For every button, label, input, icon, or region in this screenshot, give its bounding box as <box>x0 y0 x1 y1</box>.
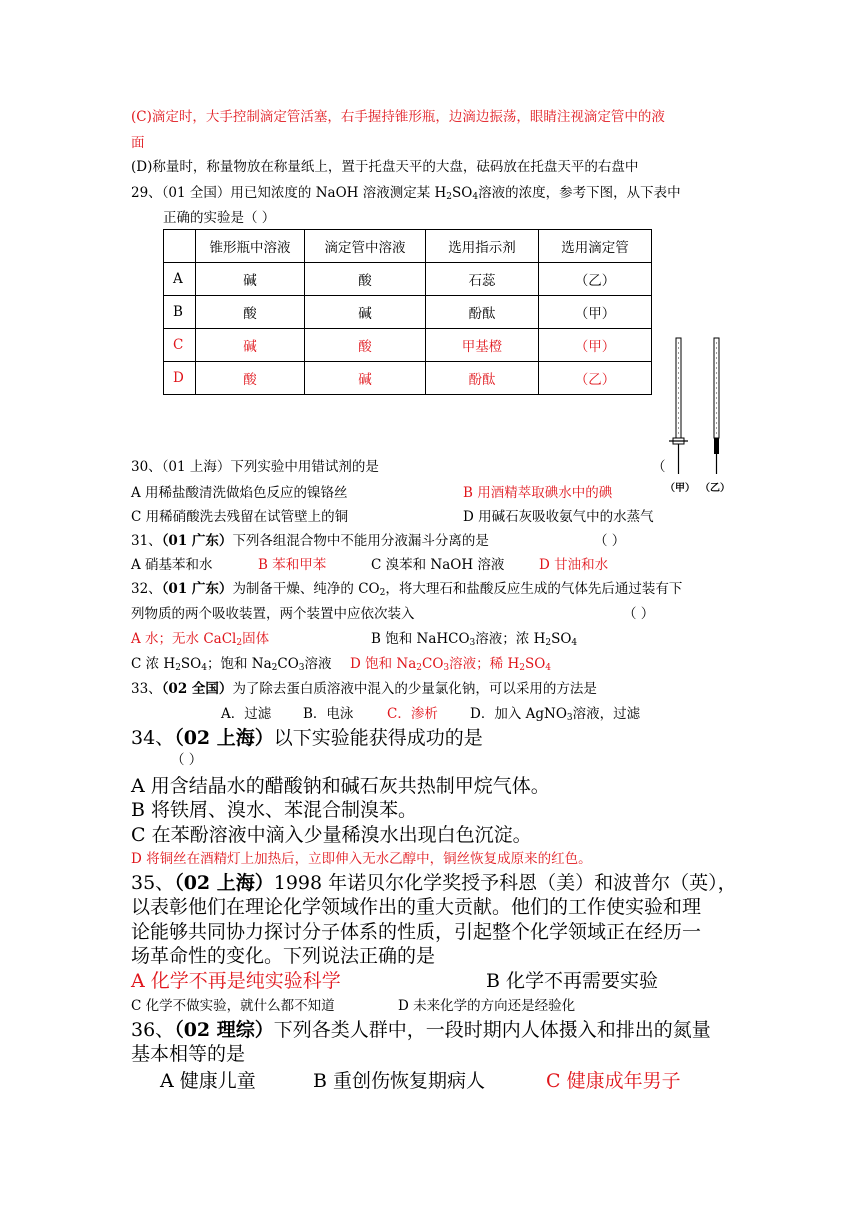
q35-stem-line4: 场革命性的变化。下列说法正确的是 <box>131 945 436 967</box>
q31-source: （01 广东） <box>161 533 233 549</box>
q32-b-text: B 饱和 NaHCO <box>371 631 470 647</box>
q34-number: 34、 <box>131 727 175 749</box>
q32-c-text: C 浓 H <box>131 656 176 672</box>
q36-number: 36、 <box>131 1019 175 1041</box>
q34-option-b: B 将铁屑、溴水、苯混合制溴苯。 <box>131 799 418 821</box>
table-cell: 酸 <box>305 329 426 362</box>
q29-table <box>163 229 652 395</box>
q30-option-d: D 用碱石灰吸收氨气中的水蒸气 <box>463 509 654 525</box>
q33-d-end: 溶液，过滤 <box>572 706 641 722</box>
table-header-cell: 选用滴定管 <box>539 230 652 263</box>
q32-stem-line1 <box>131 580 682 602</box>
table-cell: （甲） <box>539 296 652 329</box>
table-cell: （甲） <box>539 329 652 362</box>
q28-option-c-continued: 面 <box>131 135 145 151</box>
table-cell: 酚酞 <box>426 362 539 395</box>
q32-c-end: 溶液 <box>304 656 332 672</box>
q32-c-text2: SO <box>180 656 202 672</box>
table-cell: （乙） <box>539 362 652 395</box>
q31-number: 31、 <box>131 533 162 549</box>
table-row-answer <box>164 362 652 395</box>
q33-number: 33、 <box>131 681 162 697</box>
q32-sub: 2 <box>545 638 552 648</box>
q32-d-text3: 溶液；稀 H <box>449 656 520 672</box>
q29-stem-answer-bracket: 正确的实验是（ ） <box>163 210 276 226</box>
q32-sub: 4 <box>201 663 207 673</box>
q33-sub: 3 <box>566 713 573 723</box>
q29-stem-so: SO <box>452 185 473 201</box>
q33-option-b: B．电泳 <box>303 706 354 722</box>
q36-option-a: A 健康儿童 <box>160 1070 256 1092</box>
q31-option-b: B 苯和甲苯 <box>258 557 327 573</box>
q32-sub: 4 <box>545 663 552 673</box>
table-cell: （乙） <box>539 263 652 296</box>
q32-d-text4: SO <box>524 656 546 672</box>
q29-stem <box>131 184 681 206</box>
q30-option-a: A 用稀盐酸清洗做焰色反应的镍铬丝 <box>131 485 348 501</box>
q29-number: 29、 <box>131 185 162 201</box>
q28-option-c: (C)滴定时，大手控制滴定管活塞，右手握持锥形瓶，边滴边振荡，眼睛注视滴定管中的液 <box>131 109 665 125</box>
q30-stem-text: 下列实验中用错试剂的是 <box>230 459 379 475</box>
q35-stem-line3: 论能够共同协力探讨分子体系的性质，引起整个化学领域正在经历一 <box>131 921 702 943</box>
q32-sub: 2 <box>379 588 386 598</box>
table-header-cell: 滴定管中溶液 <box>305 230 426 263</box>
q29-stem-text: 用已知浓度的 NaOH 溶液测定某 H <box>230 185 447 201</box>
q31-bracket: （ ） <box>594 533 626 549</box>
q35-number: 35、 <box>131 872 175 894</box>
q32-source: （01 广东） <box>161 581 233 597</box>
q31-stem <box>131 532 489 550</box>
q32-d-text2: CO <box>422 656 444 672</box>
q33-option-d <box>470 705 640 727</box>
q32-c-text3: ；饱和 Na <box>206 656 272 672</box>
q35-option-d: D 未来化学的方向还是经验化 <box>398 998 576 1014</box>
q35-source: （02 上海） <box>174 872 274 894</box>
table-cell: B <box>164 296 196 329</box>
table-cell: 碱 <box>196 329 305 362</box>
q28-option-d: (D)称量时，称量物放在称量纸上，置于托盘天平的大盘，砝码放在托盘天平的右盘中 <box>131 159 639 175</box>
q36-line1-text: 下列各类人群中，一段时期内人体摄入和排出的氮量 <box>273 1019 711 1041</box>
table-cell: A <box>164 263 196 296</box>
table-header-cell <box>164 230 196 263</box>
q31-option-d: D 甘油和水 <box>539 557 609 573</box>
table-cell: D <box>164 362 196 395</box>
q35-option-a: A 化学不再是纯实验科学 <box>131 970 341 992</box>
q32-option-c <box>131 655 332 677</box>
q35-line1-text: 1998 年诺贝尔化学奖授予科恩（美）和波普尔（英）， <box>273 872 737 894</box>
table-cell: 石蕊 <box>426 263 539 296</box>
q32-number: 32、 <box>131 581 162 597</box>
q32-sub: 2 <box>236 638 243 648</box>
table-row <box>164 263 652 296</box>
q32-c-text4: CO <box>277 656 299 672</box>
q34-option-d: D 将铜丝在酒精灯上加热后，立即伸入无水乙醇中，铜丝恢复成原来的红色。 <box>131 851 592 867</box>
q29-sub: 2 <box>446 192 453 202</box>
q32-sub: 2 <box>271 663 278 673</box>
q32-stem-text2: ，将大理石和盐酸反应生成的气体先后通过装有下 <box>385 581 683 597</box>
table-row <box>164 296 652 329</box>
q34-option-a: A 用含结晶水的醋酸钠和碱石灰共热制甲烷气体。 <box>131 775 550 797</box>
q32-b-text3: SO <box>551 631 572 647</box>
q29-source: （01 全国） <box>161 185 231 201</box>
table-cell: 酸 <box>196 362 305 395</box>
q32-option-d <box>350 655 551 677</box>
q35-option-c: C 化学不做实验，就什么都不知道 <box>131 998 335 1014</box>
q30-option-b: B 用酒精萃取碘水中的碘 <box>463 485 613 501</box>
q32-a-end: 固体 <box>242 631 270 647</box>
table-cell: 酚酞 <box>426 296 539 329</box>
q32-option-a <box>131 630 269 652</box>
q32-sub: 2 <box>416 663 423 673</box>
q32-bracket: （ ） <box>623 606 655 622</box>
table-header-row <box>164 230 652 263</box>
table-cell: 甲基橙 <box>426 329 539 362</box>
q30-source: （01 上海） <box>161 459 231 475</box>
q32-stem-text: 为制备干燥、纯净的 CO <box>232 581 380 597</box>
q30-bracket: （ <box>652 459 666 475</box>
q36-source: （02 理综） <box>174 1019 274 1041</box>
table-cell: 碱 <box>305 296 426 329</box>
q32-sub: 3 <box>443 663 450 673</box>
q32-sub: 3 <box>298 663 305 673</box>
q32-d-text: D 饱和 Na <box>350 656 417 672</box>
q31-option-a: A 硝基苯和水 <box>131 557 213 573</box>
q32-sub: 3 <box>469 638 476 648</box>
figure-label-yi: （乙） <box>700 483 730 494</box>
q31-option-c: C 溴苯和 NaOH 溶液 <box>371 557 505 573</box>
q29-sub: 4 <box>472 192 479 202</box>
q33-stem <box>131 680 597 698</box>
q35-option-b: B 化学不再需要实验 <box>486 970 659 992</box>
table-cell: 酸 <box>196 296 305 329</box>
q34-stem <box>131 726 483 750</box>
q32-b-text2: 溶液；浓 H <box>475 631 546 647</box>
q33-option-a: A．过滤 <box>221 706 272 722</box>
q29-stem-text2: 溶液的浓度，参考下图，从下表中 <box>478 185 681 201</box>
q32-sub: 2 <box>519 663 525 673</box>
q30-number: 30、 <box>131 459 162 475</box>
q34-bracket: （ ） <box>171 752 203 768</box>
q34-stem-text: 以下实验能获得成功的是 <box>273 727 483 749</box>
q35-stem-line2: 以表彰他们在理论化学领域作出的重大贡献。他们的工作使实验和理 <box>131 896 702 918</box>
table-cell: 碱 <box>305 362 426 395</box>
q34-source: （02 上海） <box>174 727 274 749</box>
q33-option-c: C．渗析 <box>387 706 438 722</box>
q34-option-c: C 在苯酚溶液中滴入少量稀溴水出现白色沉淀。 <box>131 824 532 846</box>
q36-option-c: C 健康成年男子 <box>546 1070 681 1092</box>
q33-d-text: D．加入 AgNO <box>470 706 567 722</box>
q32-sub: 2 <box>175 663 181 673</box>
q30-option-c: C 用稀硝酸洗去残留在试管壁上的铜 <box>131 509 349 525</box>
table-row-answer <box>164 329 652 362</box>
q31-stem-text: 下列各组混合物中不能用分液漏斗分离的是 <box>232 533 489 549</box>
q32-option-b <box>371 630 577 652</box>
q35-stem-line1 <box>131 871 737 895</box>
burette-figure <box>660 334 740 494</box>
q36-option-b: B 重创伤恢复期病人 <box>313 1070 486 1092</box>
table-cell: C <box>164 329 196 362</box>
table-cell: 酸 <box>305 263 426 296</box>
q32-stem-line2: 列物质的两个吸收装置，两个装置中应依次装入 <box>131 606 415 622</box>
burette-jia-icon <box>669 338 688 474</box>
q32-sub: 4 <box>571 638 578 648</box>
q30-stem <box>131 458 379 476</box>
q33-stem-text: 为了除去蛋白质溶液中混入的少量氯化钠，可以采用的方法是 <box>232 681 597 697</box>
burette-yi-icon <box>714 338 719 474</box>
q36-stem-line1 <box>131 1018 711 1042</box>
table-header-cell: 选用指示剂 <box>426 230 539 263</box>
figure-label-jia: （甲） <box>665 483 695 494</box>
q32-a-text: A 水；无水 CaCl <box>131 631 237 647</box>
table-cell: 碱 <box>196 263 305 296</box>
q33-source: （02 全国） <box>161 681 233 697</box>
q36-stem-line2: 基本相等的是 <box>131 1043 246 1065</box>
table-header-cell: 锥形瓶中溶液 <box>196 230 305 263</box>
